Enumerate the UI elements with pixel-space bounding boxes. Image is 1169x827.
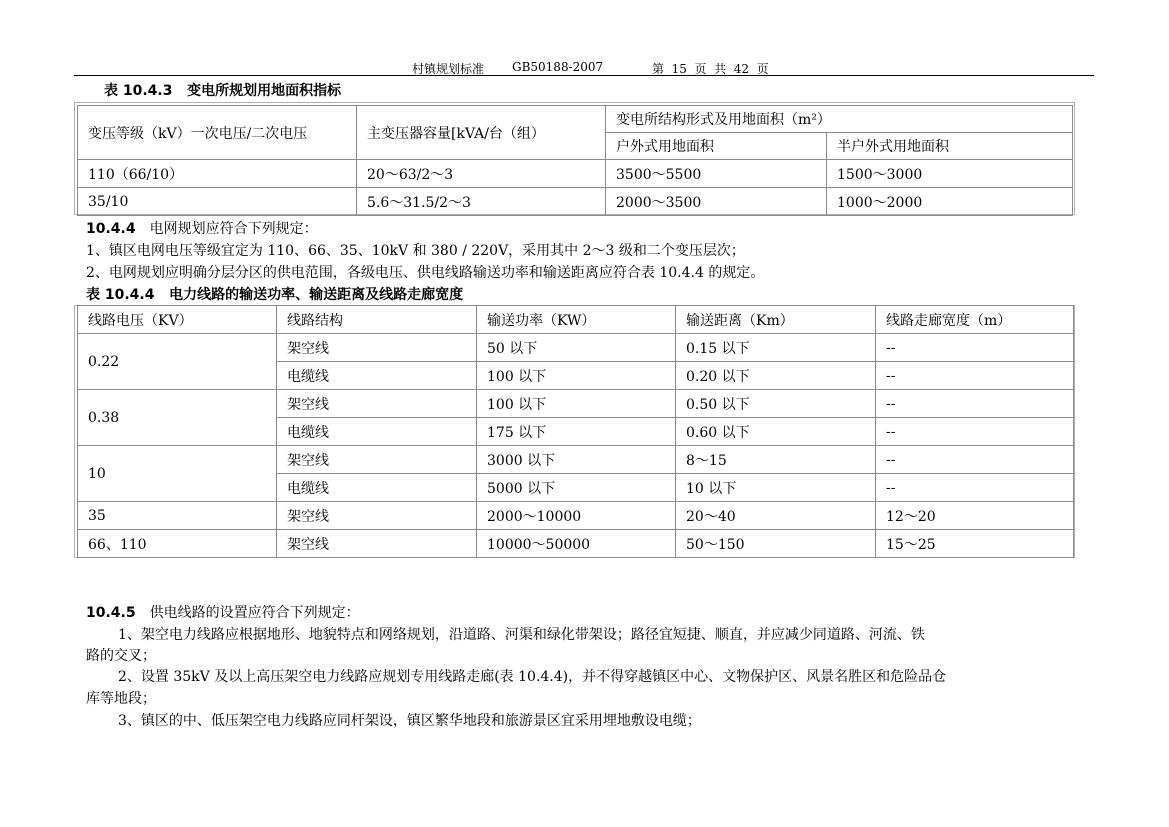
cell-width: -- bbox=[876, 334, 1074, 362]
table1-header-capacity: 主变压器容量[kVA/台（组） bbox=[357, 106, 606, 160]
cell-width: -- bbox=[876, 390, 1074, 418]
section-10-4-5-item-3: 3、镇区的中、低压架空电力线路应同杆架设，镇区繁华地段和旅游景区宜采用埋地敷设电缆； bbox=[118, 713, 701, 729]
cell-structure: 架空线 bbox=[277, 530, 477, 558]
cell-distance: 0.50 以下 bbox=[676, 390, 876, 418]
section-title: 电网规划应符合下列规定： bbox=[149, 221, 318, 237]
cell-outdoor: 3500～5500 bbox=[606, 160, 827, 188]
cell-power: 100 以下 bbox=[477, 362, 676, 390]
table2-header-voltage: 线路电压（KV） bbox=[78, 306, 277, 334]
cell-width: -- bbox=[876, 362, 1074, 390]
table1-caption: 表 10.4.3 变电所规划用地面积指标 bbox=[104, 83, 342, 99]
cell-voltage: 35 bbox=[78, 502, 277, 530]
table-row bbox=[78, 390, 1074, 418]
section-10-4-5-item-2-cont: 库等地段； bbox=[86, 691, 156, 707]
table2-header-power: 输送功率（KW） bbox=[477, 306, 676, 334]
table-row bbox=[78, 334, 1074, 362]
cell-distance: 0.20 以下 bbox=[676, 362, 876, 390]
section-10-4-5-item-1-cont: 路的交叉； bbox=[86, 648, 156, 664]
table2 bbox=[77, 305, 1074, 558]
table2-header-width: 线路走廊宽度（m） bbox=[876, 306, 1074, 334]
cell-voltage: 0.22 bbox=[78, 334, 277, 390]
cell-structure: 架空线 bbox=[277, 446, 477, 474]
cell-distance: 8～15 bbox=[676, 446, 876, 474]
cell-capacity: 5.6～31.5/2～3 bbox=[357, 188, 606, 216]
section-number: 10.4.4 bbox=[86, 221, 136, 237]
cell-width: -- bbox=[876, 446, 1074, 474]
table-row bbox=[78, 446, 1074, 474]
table1 bbox=[77, 105, 1073, 216]
cell-capacity: 20～63/2～3 bbox=[357, 160, 606, 188]
cell-power: 2000～10000 bbox=[477, 502, 676, 530]
cell-power: 175 以下 bbox=[477, 418, 676, 446]
table2-header-structure: 线路结构 bbox=[277, 306, 477, 334]
cell-voltage: 10 bbox=[78, 446, 277, 502]
table1-header-outdoor: 户外式用地面积 bbox=[606, 133, 827, 160]
page-info: 第 15 页 共 42 页 bbox=[652, 62, 769, 76]
table-row bbox=[78, 160, 1073, 188]
header-rule bbox=[74, 75, 1094, 76]
cell-power: 3000 以下 bbox=[477, 446, 676, 474]
table1-header-semi: 半户外式用地面积 bbox=[827, 133, 1073, 160]
cell-structure: 架空线 bbox=[277, 502, 477, 530]
section-10-4-4-heading bbox=[86, 218, 318, 238]
cell-distance: 0.60 以下 bbox=[676, 418, 876, 446]
cell-voltage: 66、110 bbox=[78, 530, 277, 558]
section-10-4-5-item-2: 2、设置 35kV 及以上高压架空电力线路应规划专用线路走廊(表 10.4.4)，并不得穿越镇区中心、文物保护区、风景名胜区和危险品仓 bbox=[118, 669, 947, 685]
table2-header-row bbox=[78, 306, 1074, 334]
cell-structure: 架空线 bbox=[277, 334, 477, 362]
table1-header-voltage: 变压等级（kV）一次电压/二次电压 bbox=[78, 106, 357, 160]
doc-title: 村镇规划标准 bbox=[412, 62, 485, 76]
cell-voltage: 110（66/10） bbox=[78, 160, 357, 188]
cell-structure: 电缆线 bbox=[277, 474, 477, 502]
cell-width: -- bbox=[876, 418, 1074, 446]
cell-width: 12～20 bbox=[876, 502, 1074, 530]
table2-header-distance: 输送距离（Km） bbox=[676, 306, 876, 334]
cell-power: 5000 以下 bbox=[477, 474, 676, 502]
cell-voltage: 0.38 bbox=[78, 390, 277, 446]
cell-structure: 电缆线 bbox=[277, 418, 477, 446]
cell-structure: 架空线 bbox=[277, 390, 477, 418]
table2-caption: 表 10.4.4 电力线路的输送功率、输送距离及线路走廊宽度 bbox=[86, 287, 464, 303]
table-row bbox=[78, 502, 1074, 530]
table-row bbox=[78, 530, 1074, 558]
cell-distance: 20～40 bbox=[676, 502, 876, 530]
cell-semi: 1500～3000 bbox=[827, 160, 1073, 188]
section-10-4-4-item-2: 2、电网规划应明确分层分区的供电范围，各级电压、供电线路输送功率和输送距离应符合表 10.4.4 的规定。 bbox=[86, 265, 765, 281]
section-title: 供电线路的设置应符合下列规定： bbox=[149, 605, 360, 621]
cell-distance: 50～150 bbox=[676, 530, 876, 558]
section-number: 10.4.5 bbox=[86, 605, 136, 621]
cell-voltage: 35/10 bbox=[78, 188, 357, 216]
cell-width: -- bbox=[876, 474, 1074, 502]
cell-distance: 0.15 以下 bbox=[676, 334, 876, 362]
cell-structure: 电缆线 bbox=[277, 362, 477, 390]
section-10-4-5-heading bbox=[86, 602, 360, 622]
table-row bbox=[78, 188, 1073, 216]
table1-header-area: 变电所结构形式及用地面积（m²） bbox=[606, 106, 1073, 133]
cell-power: 50 以下 bbox=[477, 334, 676, 362]
cell-power: 100 以下 bbox=[477, 390, 676, 418]
doc-code: GB50188-2007 bbox=[512, 60, 604, 74]
cell-power: 10000～50000 bbox=[477, 530, 676, 558]
cell-semi: 1000～2000 bbox=[827, 188, 1073, 216]
section-10-4-4-item-1: 1、镇区电网电压等级宜定为 110、66、35、10kV 和 380 / 220V，采用其中 2～3 级和二个变压层次； bbox=[86, 243, 745, 259]
cell-outdoor: 2000～3500 bbox=[606, 188, 827, 216]
cell-distance: 10 以下 bbox=[676, 474, 876, 502]
cell-width: 15～25 bbox=[876, 530, 1074, 558]
section-10-4-5-item-1: 1、架空电力线路应根据地形、地貌特点和网络规划，沿道路、河渠和绿化带架设；路径宜短捷、顺直，并应减少同道路、河流、铁 bbox=[118, 627, 925, 643]
